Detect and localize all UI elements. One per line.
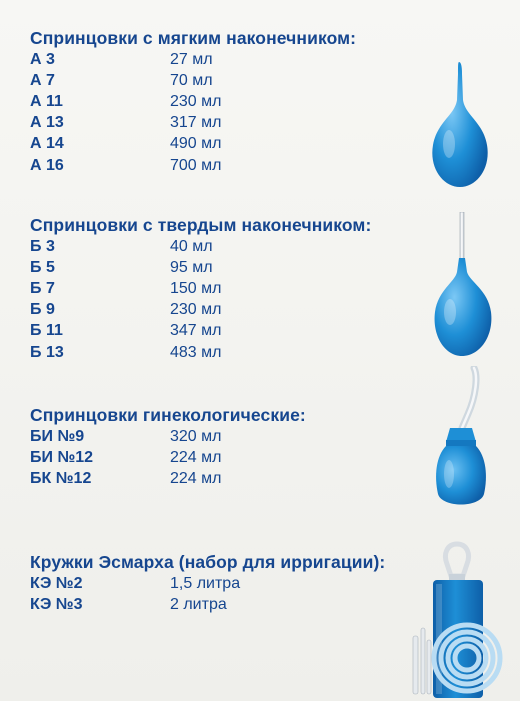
product-volume: 27 мл	[170, 50, 213, 68]
product-code: Б 13	[30, 343, 64, 361]
product-code: Б 3	[30, 237, 55, 255]
list-item	[30, 342, 430, 363]
product-volume: 230 мл	[170, 92, 222, 110]
product-code: БИ №9	[30, 427, 85, 445]
section-hard-tip	[30, 214, 430, 363]
list-item	[30, 300, 430, 321]
product-code: КЭ №2	[30, 574, 83, 592]
gynecological-syringe-icon	[432, 366, 492, 511]
list-item	[30, 426, 430, 447]
section-title: Спринцовки гинекологические:	[30, 405, 306, 425]
product-code: КЭ №3	[30, 595, 83, 613]
product-code: БИ №12	[30, 448, 94, 466]
product-volume: 224 мл	[170, 448, 222, 466]
product-code: Б 7	[30, 279, 55, 297]
product-volume: 40 мл	[170, 237, 213, 255]
section-title: Кружки Эсмарха (набор для ирригации):	[30, 552, 386, 572]
product-volume: 2 литра	[170, 595, 227, 613]
product-code: Б 9	[30, 301, 55, 319]
product-code: А 13	[30, 114, 64, 132]
product-list	[30, 49, 430, 176]
product-code: Б 5	[30, 258, 55, 276]
product-volume: 95 мл	[170, 258, 213, 276]
list-item	[30, 594, 430, 615]
product-code: А 3	[30, 50, 55, 68]
list-item	[30, 236, 430, 257]
product-code: А 16	[30, 156, 64, 174]
list-item	[30, 447, 430, 468]
section-title: Спринцовки с твердым наконечником:	[30, 215, 372, 235]
section-soft-tip	[30, 27, 430, 176]
product-volume: 483 мл	[170, 343, 222, 361]
list-item	[30, 573, 430, 594]
product-list	[30, 236, 430, 363]
product-code: БК №12	[30, 469, 92, 487]
list-item	[30, 321, 430, 342]
list-item	[30, 134, 430, 155]
product-list	[30, 573, 430, 615]
list-item	[30, 155, 430, 176]
list-item	[30, 468, 430, 489]
list-item	[30, 113, 430, 134]
product-code: Б 11	[30, 322, 63, 340]
list-item	[30, 91, 430, 112]
list-item	[30, 70, 430, 91]
soft-tip-bulb-syringe-icon	[425, 60, 495, 190]
product-volume: 1,5 литра	[170, 574, 241, 592]
product-volume: 70 мл	[170, 71, 213, 89]
product-code: А 11	[30, 92, 63, 110]
product-volume: 320 мл	[170, 427, 222, 445]
list-item	[30, 49, 430, 70]
product-list	[30, 426, 430, 490]
product-volume: 490 мл	[170, 135, 222, 153]
section-gynecological	[30, 404, 430, 490]
product-volume: 700 мл	[170, 156, 222, 174]
product-code: А 7	[30, 71, 55, 89]
product-volume: 317 мл	[170, 114, 222, 132]
list-item	[30, 278, 430, 299]
product-volume: 150 мл	[170, 279, 222, 297]
product-volume: 347 мл	[170, 322, 222, 340]
hard-tip-bulb-syringe-icon	[430, 212, 495, 360]
esmarch-mug-icon	[405, 540, 507, 698]
product-code: А 14	[30, 135, 64, 153]
section-title: Спринцовки с мягким наконечником:	[30, 28, 357, 48]
section-esmarch-mug	[30, 551, 430, 615]
product-volume: 230 мл	[170, 301, 222, 319]
list-item	[30, 257, 430, 278]
product-volume: 224 мл	[170, 469, 222, 487]
